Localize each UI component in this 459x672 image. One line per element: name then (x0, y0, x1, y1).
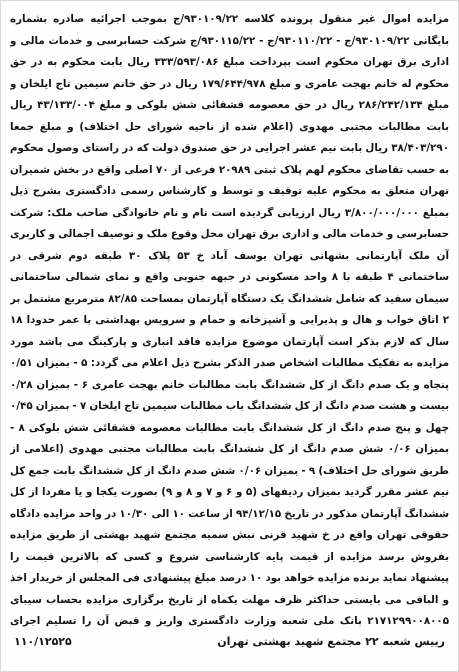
notice-footer (10, 635, 449, 648)
notice-reference-number: ۱۱۰/۱۲۵۲۵ (14, 635, 72, 648)
notice-signature: رییس شعبه ۲۲ مجتمع شهید بهشتی تهران (217, 635, 445, 648)
notice-body-text: مزایده اموال غیر منقول پرونده کلاسه ۹۳۰۱۰۹/۲۲/ج بموجب اجرائیه صادره بشماره بایگانی ۹۳۰۱۰۹/۲۲/ج - ۹۳۰۱۱۰/۲۲/ج - ۹۳۰۱۱۵/۲۲/ج شرکت حسابرسی و خدمات مالی و اداری برق تهران محکوم است بپرداخت مبلغ ۳۳۳/۵۹۳/۰۸۶ ریال بابت محکوم به در حق محکوم له خانم بهجت عامری و مبلغ ۱۷۹/۶۴۴/۹۷۸ ریال در حق خانم سیمین تاج ایلخان و مبلغ ۲۸۶/۲۴۲/۱۳۴ ریال در حق معصومه قشقائی شش بلوکی و مبلغ ۴۳/۱۳۳/۰۰۴ ریال بابت مطالبات مجتبی مهدوی (اعلام شده از ناحیه شورای حل اختلاف) و مبلغ جمعا ۳۸/۴۰۳/۲۹۰ ریال بابت نیم عشر اجرایی در حق صندوق دولت که در راستای وصول محکوم به حسب تقاضای محکوم لهم پلاک ثبتی ۲۰۹۸۹ فرعی از ۷۰ اصلی واقع در بخش شمیران تهران متعلق به محکوم علیه توقیف و توسط و کارشناس رسمی دادگستری بشرح ذیل بمبلغ ۳/۸۰۰/۰۰۰/۰۰۰ ریال ارزیابی گردیده است نام و نام خانوادگی صاحب ملک: شرکت حسابرسی و خدمات مالی و اداری برق تهران محل وقوع ملک و توصیف اجمالی و کاربری آن ملک آپارتمانی بشهانی تهران یوسف آباد خ ۵۳ پلاک ۳۰ طبقه دوم شرقی در ساختمانی ۴ طبقه با ۸ واحد مسکونی در جبهه جنوبی واقع و نمای شمالی ساختمانی سیمان سفید که شامل ششدانگ یک دستگاه آپارتمان بمساحت ۸۲/۸۵ مترمربع مشتمل بر ۲ اتاق خواب و هال و پذیرایی و آشپزخانه و حمام و سرویس بهداشتی با عمر حدودا ۱۸ سال که لازم بذکر است آپارتمان موضوع مزایده فاقد انباری و پارکینگ می باشد مورد مزایده به تفکیک مطالبات اشخاص صدر الذکر بشرح ذیل اعلام می گردد: ۵ - بمیزان ۰/۵۱ پنجاه و یک صدم دانگ از کل ششدانگ بابت مطالبات خانم بهجت عامری ۶ - بمیزان ۰/۲۸ بیست و هشت صدم دانگ از کل ششدانگ باب مطالبات سیمین تاج ایلخان ۷ - بمیزان ۰/۴۵ چهل و پنج صدم دانگ از کل ششدانگ بابت مطالبات معصومه قشقائی شش بلوکی ۸ - بمیزان ۰/۰۶ شش صدم دانگ از کل ششدانگ بابت مطالبات مجتبی مهدوی (اعلامی از طریق شورای حل اختلاف) ۹ - بمیزان ۰/۰۶ شش صدم دانگ از کل ششدانگ بابت جمع کل نیم عشر مقرر گردید بمیزان ردیفهای (۵ و ۶ و ۷ و ۸ و ۹) بصورت یکجا و یا مفردا از کل ششدانگ آپارتمان مذکور در تاریخ ۹۴/۱۲/۱۵ از ساعت ۱۰ الی ۱۰/۳۰ در واحد مزایده دادگاه حقوقی تهران واقع در خ شهید قرنی نبش سمیه مجتمع شهید بهشتی از طریق مزایده بفروش برسد مزایده از قیمت پایه کارشناسی شروع و کسی که بالاترین قیمت را پیشنهاد نماید برنده مزایده خواهد بود ۱۰ درصد مبلغ پیشنهادی فی المجلس از خریدار اخذ و الباقی می بایستی حداکثر ظرف مهلت یکماه از تاریخ برگزاری مزایده بحساب سیبای ۲۱۷۱۲۹۹۰۰۸۰۰۵ بانک ملی شعبه وزارت دادگستری واریز و قبض آن را تسلیم اجرای (10, 13, 449, 627)
